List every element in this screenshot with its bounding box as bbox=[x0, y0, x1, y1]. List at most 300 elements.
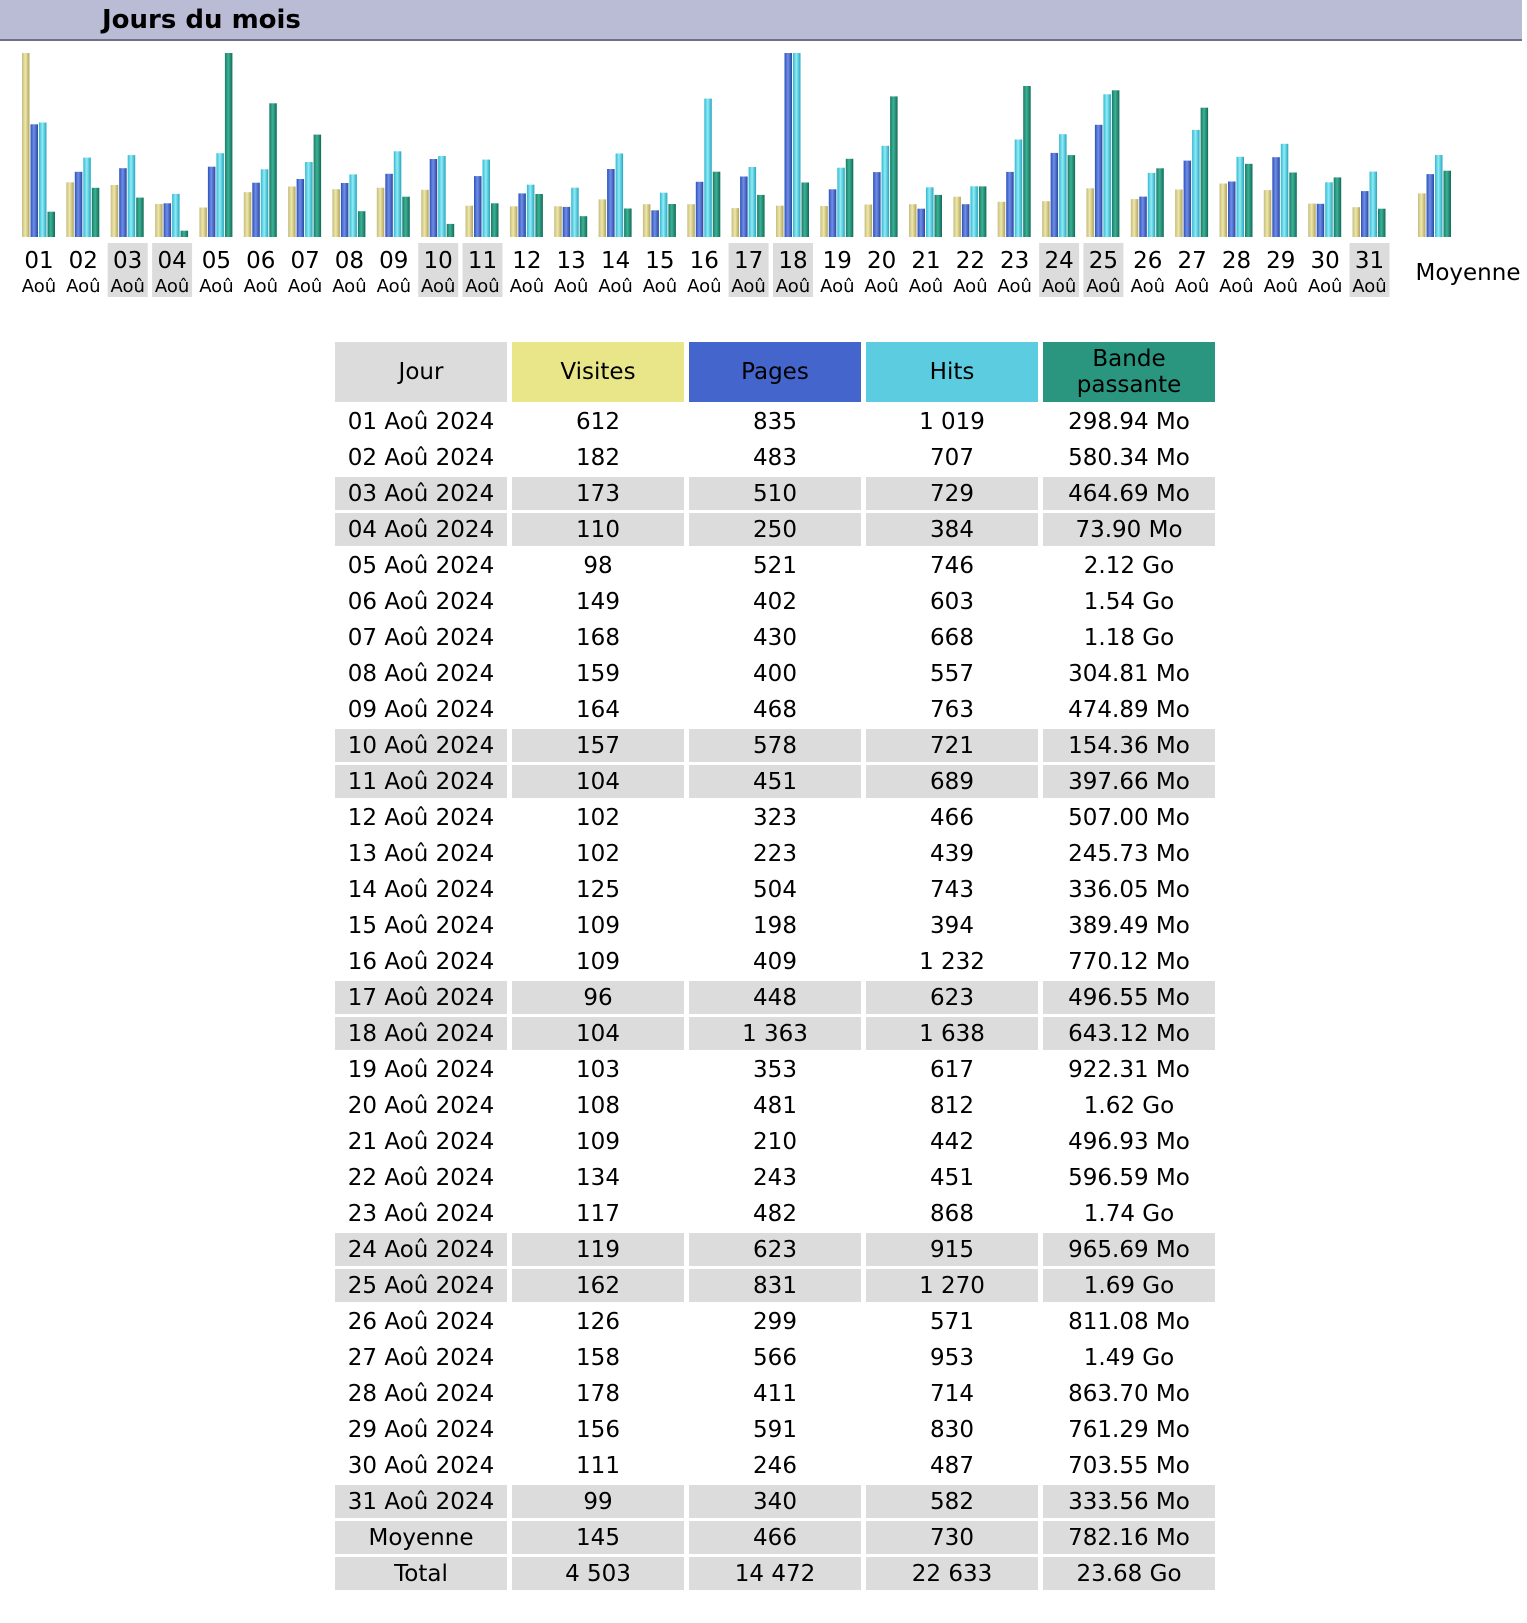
table-row bbox=[335, 945, 1215, 978]
bar-pages-01 bbox=[31, 124, 39, 237]
cell-day: 29 Aoû 2024 bbox=[347, 1416, 495, 1443]
title-bar-edge bbox=[1522, 0, 1527, 41]
table-row bbox=[335, 981, 1215, 1014]
bar-visites-27 bbox=[1175, 190, 1183, 238]
bar-bande-passante-06 bbox=[269, 103, 277, 237]
cell-hits: 557 bbox=[930, 660, 974, 687]
cell-hits: 384 bbox=[866, 513, 1038, 546]
cell-bandwidth: 474.89 Mo bbox=[1068, 696, 1190, 723]
bar-bande-passante-10 bbox=[447, 224, 455, 237]
x-tick-label: 28 bbox=[1221, 248, 1252, 274]
x-tick-sublabel: Aoû bbox=[553, 276, 589, 297]
cell-pages: 578 bbox=[689, 729, 861, 762]
bar-pages-14 bbox=[607, 169, 615, 237]
cell-bandwidth: 336.05 Mo bbox=[1068, 876, 1190, 903]
bar-hits-10 bbox=[438, 156, 446, 237]
cell-day: 18 Aoû 2024 bbox=[335, 1017, 507, 1050]
cell-hits: 466 bbox=[930, 804, 974, 831]
x-tick-label: 20 bbox=[866, 248, 897, 274]
bar-bande-passante-29 bbox=[1289, 173, 1297, 238]
bar-pages-23 bbox=[1006, 172, 1014, 237]
cell-visits: 102 bbox=[576, 840, 620, 867]
cell-hits: 439 bbox=[930, 840, 974, 867]
cell-bandwidth: 761.29 Mo bbox=[1068, 1416, 1190, 1443]
cell-day: 31 Aoû 2024 bbox=[335, 1485, 507, 1518]
bar-visites-11 bbox=[466, 206, 474, 237]
x-tick-sublabel: Aoû bbox=[1352, 276, 1387, 297]
bar-hits-31 bbox=[1370, 172, 1378, 237]
cell-hits: 1 638 bbox=[866, 1017, 1038, 1050]
cell-bandwidth: 1.49 Go bbox=[1083, 1344, 1175, 1371]
cell-bandwidth: 863.70 Mo bbox=[1068, 1380, 1190, 1407]
cell-day: 12 Aoû 2024 bbox=[347, 804, 495, 831]
x-tick-sublabel: Aoû bbox=[864, 276, 899, 297]
table-row bbox=[335, 873, 1215, 906]
table-row bbox=[335, 909, 1215, 942]
bar-hits-09 bbox=[394, 151, 402, 237]
bar-hits-23 bbox=[1015, 140, 1023, 238]
cell-day: 08 Aoû 2024 bbox=[347, 660, 495, 687]
table-row bbox=[335, 1305, 1215, 1338]
bar-bande-passante-09 bbox=[402, 197, 410, 237]
bar-visites-18 bbox=[776, 206, 784, 237]
table-row bbox=[335, 729, 1215, 762]
cell-bandwidth: 580.34 Mo bbox=[1068, 444, 1190, 471]
bar-bande-passante-17 bbox=[757, 195, 765, 237]
table-row bbox=[335, 693, 1215, 726]
section-title-bar bbox=[0, 0, 1527, 41]
bar-hits-19 bbox=[837, 168, 845, 237]
table-row bbox=[335, 513, 1215, 546]
x-tick-sublabel: Aoû bbox=[1219, 276, 1254, 297]
bar-pages-21 bbox=[918, 209, 926, 237]
bar-bande-passante-26 bbox=[1156, 168, 1164, 237]
x-tick-sublabel: Aoû bbox=[1263, 276, 1299, 297]
x-tick-label: 23 bbox=[1000, 248, 1030, 274]
cell-hits: 915 bbox=[866, 1233, 1038, 1266]
bar-bande-passante-14 bbox=[624, 209, 632, 238]
cell-day: 07 Aoû 2024 bbox=[347, 624, 495, 651]
bar-hits-26 bbox=[1148, 173, 1156, 237]
cell-pages: 521 bbox=[753, 552, 797, 579]
table-row bbox=[335, 585, 1215, 618]
cell-hits: 571 bbox=[930, 1308, 974, 1335]
cell-pages: 468 bbox=[753, 696, 797, 723]
x-tick-label: 08 bbox=[334, 248, 365, 274]
x-tick-sublabel: Aoû bbox=[199, 276, 234, 297]
table-row bbox=[335, 441, 1215, 474]
cell-pages: 504 bbox=[753, 876, 797, 903]
bar-bande-passante-28 bbox=[1245, 164, 1253, 237]
bar-pages-02 bbox=[75, 172, 83, 237]
bar-visites-26 bbox=[1131, 199, 1139, 237]
cell-day: Moyenne bbox=[335, 1521, 507, 1554]
cell-visits: 173 bbox=[512, 477, 684, 510]
cell-pages: 223 bbox=[753, 840, 797, 867]
cell-visits: 612 bbox=[576, 408, 620, 435]
cell-hits: 668 bbox=[930, 624, 974, 651]
table-row bbox=[335, 657, 1215, 690]
cell-visits: 157 bbox=[512, 729, 684, 762]
bar-pages-04 bbox=[164, 203, 172, 237]
bar-hits-16 bbox=[704, 99, 712, 237]
x-tick-label: 29 bbox=[1266, 248, 1296, 274]
header-pages: Pages bbox=[689, 342, 861, 402]
cell-visits: 96 bbox=[512, 981, 684, 1014]
table-row bbox=[335, 837, 1215, 870]
cell-pages: 483 bbox=[753, 444, 797, 471]
cell-visits: 164 bbox=[576, 696, 620, 723]
cell-day: 09 Aoû 2024 bbox=[347, 696, 495, 723]
bar-hits-13 bbox=[571, 188, 579, 237]
bar-visites-08 bbox=[332, 189, 340, 237]
cell-bandwidth: 1.18 Go bbox=[1083, 624, 1175, 651]
bar-visites-29 bbox=[1264, 190, 1272, 237]
bar-pages-30 bbox=[1317, 204, 1325, 237]
cell-visits: 103 bbox=[576, 1056, 620, 1083]
cell-visits: 134 bbox=[576, 1164, 620, 1191]
bar-visites-22 bbox=[953, 197, 961, 237]
bar-bande-passante-average bbox=[1444, 171, 1452, 237]
bar-bande-passante-03 bbox=[136, 198, 144, 237]
bar-pages-24 bbox=[1051, 153, 1059, 237]
cell-bandwidth: 464.69 Mo bbox=[1043, 477, 1215, 510]
x-tick-label: 03 bbox=[113, 248, 143, 274]
cell-hits: 868 bbox=[930, 1200, 974, 1227]
cell-visits: 178 bbox=[576, 1380, 620, 1407]
bar-visites-15 bbox=[643, 204, 651, 237]
cell-visits: 104 bbox=[512, 765, 684, 798]
bar-hits-30 bbox=[1325, 182, 1333, 237]
header-bandwidth bbox=[1043, 342, 1215, 402]
x-tick-sublabel: Aoû bbox=[642, 276, 678, 297]
cell-bandwidth: 922.31 Mo bbox=[1068, 1056, 1190, 1083]
bar-visites-03 bbox=[111, 185, 119, 237]
bar-hits-05 bbox=[216, 153, 224, 237]
bar-bande-passante-24 bbox=[1068, 155, 1076, 237]
cell-pages: 430 bbox=[753, 624, 797, 651]
bar-hits-03 bbox=[128, 155, 136, 237]
x-tick-label: 12 bbox=[512, 248, 542, 274]
cell-visits: 145 bbox=[512, 1521, 684, 1554]
cell-pages: 835 bbox=[753, 408, 797, 435]
x-tick-label: 11 bbox=[467, 248, 498, 274]
x-tick-label: 30 bbox=[1310, 248, 1340, 274]
bar-hits-12 bbox=[527, 185, 535, 237]
cell-hits: 746 bbox=[930, 552, 974, 579]
bar-pages-average bbox=[1427, 174, 1435, 237]
table-row bbox=[335, 801, 1215, 834]
cell-visits: 110 bbox=[512, 513, 684, 546]
cell-hits: 623 bbox=[866, 981, 1038, 1014]
bar-bande-passante-21 bbox=[935, 195, 943, 237]
table-row bbox=[335, 1449, 1215, 1482]
cell-pages: 451 bbox=[689, 765, 861, 798]
table-row bbox=[335, 1017, 1215, 1050]
bar-bande-passante-07 bbox=[314, 135, 322, 237]
cell-day: 15 Aoû 2024 bbox=[347, 912, 495, 939]
cell-hits: 394 bbox=[930, 912, 974, 939]
cell-bandwidth: 507.00 Mo bbox=[1068, 804, 1190, 831]
cell-bandwidth: 154.36 Mo bbox=[1043, 729, 1215, 762]
average-tick-label: Moyenne bbox=[1415, 260, 1521, 286]
cell-pages: 448 bbox=[689, 981, 861, 1014]
x-tick-sublabel: Aoû bbox=[1130, 276, 1166, 297]
bar-visites-02 bbox=[66, 182, 74, 237]
cell-bandwidth: 811.08 Mo bbox=[1068, 1308, 1190, 1335]
table-row bbox=[335, 1089, 1215, 1122]
table-row bbox=[335, 1413, 1215, 1446]
bar-pages-31 bbox=[1361, 191, 1369, 237]
bar-visites-24 bbox=[1042, 201, 1050, 237]
table-row bbox=[335, 765, 1215, 798]
bar-hits-27 bbox=[1192, 130, 1200, 237]
bar-bande-passante-19 bbox=[846, 159, 854, 237]
x-tick-label: 25 bbox=[1088, 248, 1119, 274]
cell-bandwidth: 1.62 Go bbox=[1083, 1092, 1175, 1119]
bar-pages-16 bbox=[696, 182, 704, 237]
x-tick-sublabel: Aoû bbox=[1041, 276, 1077, 297]
x-tick-label: 17 bbox=[733, 248, 764, 274]
bar-pages-03 bbox=[119, 168, 127, 237]
bar-hits-25 bbox=[1103, 94, 1111, 237]
x-tick-sublabel: Aoû bbox=[687, 276, 722, 297]
bar-hits-average bbox=[1435, 155, 1443, 237]
bar-pages-06 bbox=[252, 183, 259, 237]
cell-visits: 156 bbox=[576, 1416, 620, 1443]
table-header-row bbox=[335, 342, 1215, 402]
cell-hits: 707 bbox=[930, 444, 974, 471]
cell-day: 17 Aoû 2024 bbox=[335, 981, 507, 1014]
cell-visits: 125 bbox=[576, 876, 620, 903]
bar-hits-29 bbox=[1281, 144, 1289, 237]
average-row bbox=[335, 1521, 1215, 1554]
cell-bandwidth: 298.94 Mo bbox=[1068, 408, 1190, 435]
cell-visits: 108 bbox=[576, 1092, 620, 1119]
cell-visits: 104 bbox=[512, 1017, 684, 1050]
cell-pages: 323 bbox=[753, 804, 797, 831]
bar-pages-12 bbox=[518, 193, 526, 237]
bar-visites-average bbox=[1418, 193, 1426, 237]
cell-day: 22 Aoû 2024 bbox=[347, 1164, 495, 1191]
x-tick-label: 06 bbox=[246, 248, 276, 274]
x-tick-sublabel: Aoû bbox=[376, 276, 412, 297]
bar-pages-27 bbox=[1184, 161, 1192, 237]
cell-visits: 117 bbox=[576, 1200, 620, 1227]
table-row bbox=[335, 1197, 1215, 1230]
cell-pages: 243 bbox=[753, 1164, 797, 1191]
cell-hits: 830 bbox=[930, 1416, 974, 1443]
x-tick-label: 10 bbox=[423, 248, 453, 274]
table-row bbox=[335, 1053, 1215, 1086]
bar-bande-passante-23 bbox=[1023, 86, 1030, 237]
bar-visites-09 bbox=[377, 188, 385, 237]
bar-visites-04 bbox=[155, 204, 163, 237]
table-row bbox=[335, 1269, 1215, 1302]
bar-visites-30 bbox=[1308, 204, 1316, 237]
cell-bandwidth: 23.68 Go bbox=[1043, 1557, 1215, 1590]
cell-bandwidth: 1.69 Go bbox=[1043, 1269, 1215, 1302]
bar-hits-14 bbox=[616, 154, 624, 238]
bar-pages-05 bbox=[208, 167, 216, 237]
cell-visits: 149 bbox=[576, 588, 620, 615]
cell-hits: 729 bbox=[866, 477, 1038, 510]
cell-pages: 400 bbox=[753, 660, 797, 687]
cell-visits: 126 bbox=[576, 1308, 620, 1335]
bar-visites-19 bbox=[820, 206, 828, 237]
cell-pages: 409 bbox=[753, 948, 797, 975]
total-row bbox=[335, 1557, 1215, 1590]
cell-hits: 730 bbox=[866, 1521, 1038, 1554]
bar-bande-passante-13 bbox=[580, 216, 588, 237]
bar-pages-29 bbox=[1272, 157, 1280, 237]
table-row bbox=[335, 1377, 1215, 1410]
cell-visits: 102 bbox=[576, 804, 620, 831]
bar-visites-07 bbox=[288, 187, 296, 238]
cell-pages: 246 bbox=[753, 1452, 797, 1479]
cell-hits: 617 bbox=[930, 1056, 974, 1083]
x-tick-sublabel: Aoû bbox=[1174, 276, 1210, 297]
cell-bandwidth: 496.55 Mo bbox=[1043, 981, 1215, 1014]
cell-day: 01 Aoû 2024 bbox=[347, 408, 495, 435]
cell-day: 03 Aoû 2024 bbox=[335, 477, 507, 510]
bar-bande-passante-18 bbox=[802, 183, 810, 238]
bar-bande-passante-01 bbox=[48, 212, 56, 237]
bar-hits-28 bbox=[1237, 157, 1245, 237]
cell-pages: 299 bbox=[753, 1308, 797, 1335]
cell-hits: 1 019 bbox=[919, 408, 985, 435]
x-tick-label: 26 bbox=[1133, 248, 1163, 274]
bar-hits-15 bbox=[660, 193, 668, 237]
bar-visites-20 bbox=[865, 205, 873, 238]
bar-pages-22 bbox=[962, 204, 970, 237]
bar-hits-01 bbox=[39, 123, 47, 238]
cell-hits: 714 bbox=[930, 1380, 974, 1407]
cell-day: 30 Aoû 2024 bbox=[347, 1452, 495, 1479]
x-tick-sublabel: Aoû bbox=[21, 276, 57, 297]
bar-bande-passante-25 bbox=[1112, 90, 1120, 237]
bar-visites-14 bbox=[599, 199, 607, 237]
x-tick-sublabel: Aoû bbox=[420, 276, 456, 297]
cell-hits: 953 bbox=[930, 1344, 974, 1371]
bar-bande-passante-22 bbox=[979, 186, 987, 237]
header-visits: Visites bbox=[512, 342, 684, 402]
bar-bande-passante-31 bbox=[1378, 209, 1386, 237]
x-tick-label: 13 bbox=[556, 248, 586, 274]
cell-pages: 831 bbox=[689, 1269, 861, 1302]
bar-pages-18 bbox=[785, 53, 793, 237]
cell-day: 24 Aoû 2024 bbox=[335, 1233, 507, 1266]
x-tick-sublabel: Aoû bbox=[1307, 276, 1343, 297]
cell-hits: 22 633 bbox=[866, 1557, 1038, 1590]
days-table bbox=[330, 339, 1220, 1593]
bar-hits-24 bbox=[1059, 134, 1067, 237]
cell-hits: 603 bbox=[930, 588, 974, 615]
bar-visites-23 bbox=[998, 202, 1006, 237]
cell-bandwidth: 245.73 Mo bbox=[1068, 840, 1190, 867]
cell-visits: 158 bbox=[576, 1344, 620, 1371]
x-tick-sublabel: Aoû bbox=[465, 276, 500, 297]
section-title: Jours du mois bbox=[102, 5, 301, 35]
bar-hits-06 bbox=[261, 169, 269, 237]
cell-pages: 1 363 bbox=[689, 1017, 861, 1050]
bar-hits-02 bbox=[83, 158, 91, 237]
x-tick-label: 16 bbox=[689, 248, 719, 274]
cell-day: 21 Aoû 2024 bbox=[347, 1128, 495, 1155]
bar-bande-passante-30 bbox=[1334, 177, 1342, 237]
cell-visits: 168 bbox=[576, 624, 620, 651]
cell-bandwidth: 1.54 Go bbox=[1083, 588, 1175, 615]
cell-pages: 353 bbox=[753, 1056, 797, 1083]
x-tick-sublabel: Aoû bbox=[1086, 276, 1121, 297]
cell-bandwidth: 304.81 Mo bbox=[1068, 660, 1190, 687]
x-tick-sublabel: Aoû bbox=[332, 276, 367, 297]
cell-hits: 763 bbox=[930, 696, 974, 723]
cell-visits: 162 bbox=[512, 1269, 684, 1302]
cell-pages: 566 bbox=[753, 1344, 797, 1371]
cell-day: 19 Aoû 2024 bbox=[347, 1056, 495, 1083]
bar-visites-06 bbox=[244, 192, 252, 237]
bar-pages-17 bbox=[740, 177, 748, 238]
cell-hits: 442 bbox=[930, 1128, 974, 1155]
cell-bandwidth: 397.66 Mo bbox=[1043, 765, 1215, 798]
x-tick-label: 07 bbox=[290, 248, 320, 274]
cell-pages: 591 bbox=[753, 1416, 797, 1443]
cell-pages: 623 bbox=[689, 1233, 861, 1266]
cell-pages: 510 bbox=[689, 477, 861, 510]
cell-visits: 111 bbox=[576, 1452, 620, 1479]
cell-day: 25 Aoû 2024 bbox=[335, 1269, 507, 1302]
bar-visites-21 bbox=[909, 204, 917, 237]
bar-pages-20 bbox=[873, 172, 881, 237]
cell-hits: 812 bbox=[930, 1092, 974, 1119]
bar-bande-passante-15 bbox=[668, 204, 676, 237]
cell-bandwidth: 389.49 Mo bbox=[1068, 912, 1190, 939]
table-row bbox=[335, 1125, 1215, 1158]
cell-day: 26 Aoû 2024 bbox=[347, 1308, 495, 1335]
bar-hits-11 bbox=[483, 160, 491, 237]
cell-hits: 1 232 bbox=[919, 948, 985, 975]
x-tick-label: 24 bbox=[1044, 248, 1074, 274]
cell-day: 27 Aoû 2024 bbox=[347, 1344, 495, 1371]
x-tick-sublabel: Aoû bbox=[287, 276, 323, 297]
cell-bandwidth: 333.56 Mo bbox=[1043, 1485, 1215, 1518]
header-bandwidth-label: Bande passante bbox=[1076, 346, 1182, 398]
bar-visites-01 bbox=[22, 53, 30, 237]
bar-visites-05 bbox=[199, 208, 207, 238]
cell-pages: 14 472 bbox=[689, 1557, 861, 1590]
cell-visits: 182 bbox=[576, 444, 620, 471]
cell-hits: 487 bbox=[930, 1452, 974, 1479]
cell-bandwidth: 782.16 Mo bbox=[1043, 1521, 1215, 1554]
cell-day: 16 Aoû 2024 bbox=[347, 948, 495, 975]
bar-bande-passante-27 bbox=[1201, 108, 1209, 237]
cell-day: 14 Aoû 2024 bbox=[347, 876, 495, 903]
bar-visites-10 bbox=[421, 190, 429, 237]
x-tick-label: 01 bbox=[24, 248, 54, 274]
x-tick-sublabel: Aoû bbox=[731, 276, 766, 297]
bar-visites-13 bbox=[554, 206, 562, 237]
bar-hits-17 bbox=[749, 167, 757, 237]
cell-bandwidth: 965.69 Mo bbox=[1043, 1233, 1215, 1266]
cell-pages: 198 bbox=[753, 912, 797, 939]
cell-pages: 466 bbox=[689, 1521, 861, 1554]
x-tick-label: 15 bbox=[645, 248, 675, 274]
cell-day: 23 Aoû 2024 bbox=[347, 1200, 495, 1227]
x-tick-label: 31 bbox=[1354, 248, 1385, 274]
cell-day: 10 Aoû 2024 bbox=[335, 729, 507, 762]
table-row bbox=[335, 405, 1215, 438]
